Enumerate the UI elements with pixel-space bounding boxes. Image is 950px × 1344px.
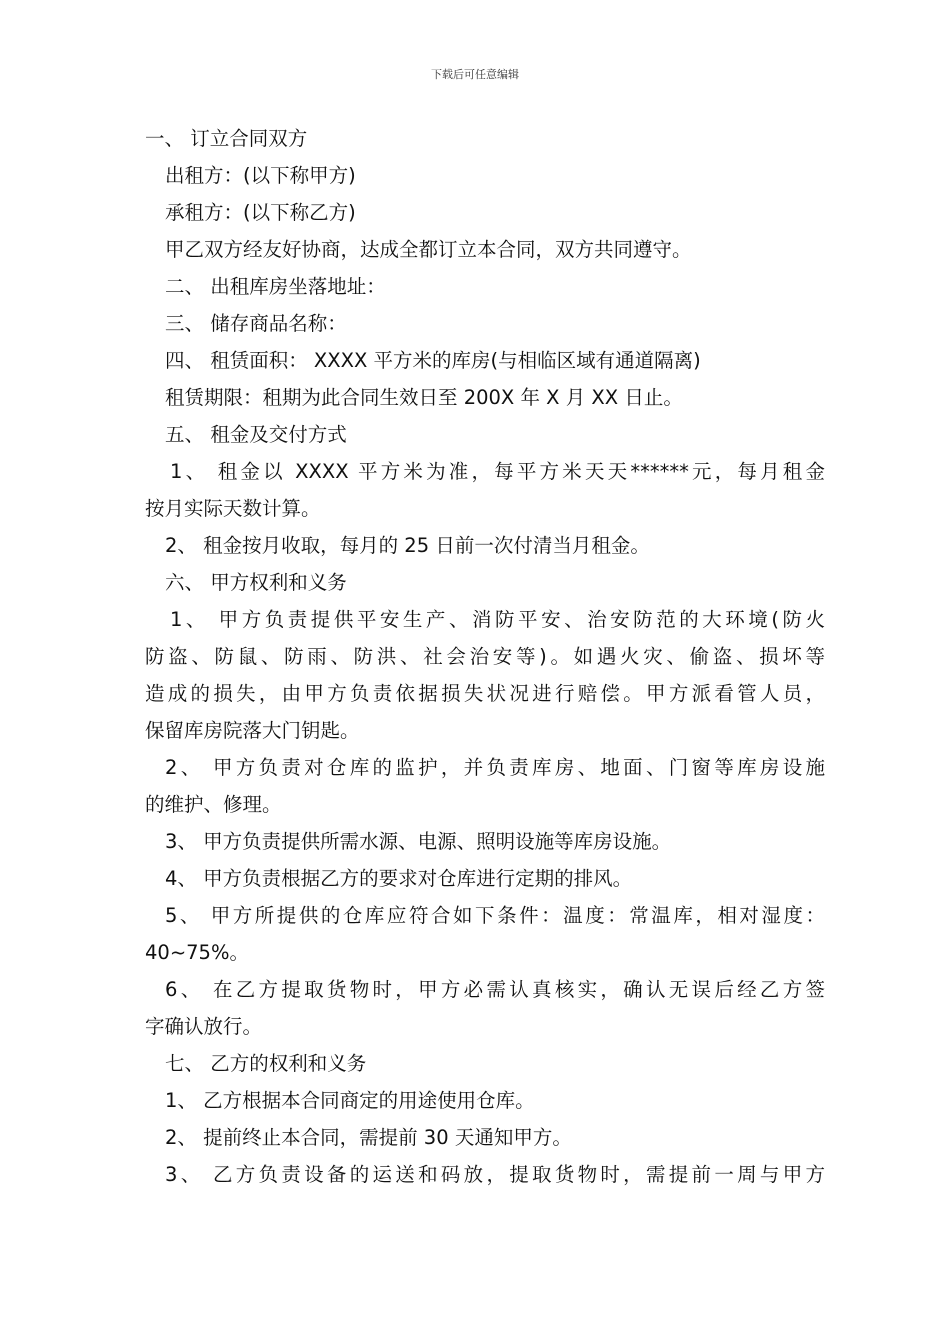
paragraph-line: 保留库房院落大门钥匙。 xyxy=(145,719,360,742)
paragraph-line: 造成的损失，由甲方负责依据损失状况进行赔偿。甲方派看管人员， xyxy=(145,682,825,705)
paragraph-line: 4、 甲方负责根据乙方的要求对仓库进行定期的排风。 xyxy=(165,867,633,890)
page-header: 下载后可任意编辑 xyxy=(431,68,519,81)
paragraph-line: 2、 提前终止本合同，需提前 30 天通知甲方。 xyxy=(165,1126,572,1149)
paragraph-line: 3、 乙方负责设备的运送和码放，提取货物时，需提前一周与甲方 xyxy=(165,1163,825,1186)
paragraph-line: 1、 租金以 XXXX 平方米为准，每平方米天天******元，每月租金 xyxy=(170,460,825,483)
section-heading: 五、 租金及交付方式 xyxy=(165,423,347,446)
paragraph-line: 字确认放行。 xyxy=(145,1015,263,1038)
section-heading: 二、 出租库房坐落地址： xyxy=(165,275,386,298)
section-heading: 一、 订立合同双方 xyxy=(145,127,308,150)
paragraph-line: 按月实际天数计算。 xyxy=(145,497,321,520)
paragraph-line: 5、 甲方所提供的仓库应符合如下条件：温度：常温库，相对湿度： xyxy=(165,904,825,927)
paragraph-line: 2、 租金按月收取，每月的 25 日前一次付清当月租金。 xyxy=(165,534,650,557)
paragraph-line: 防盗、防鼠、防雨、防洪、社会治安等)。如遇火灾、偷盗、损坏等 xyxy=(145,645,825,668)
paragraph-line: 2、 甲方负责对仓库的监护，并负责库房、地面、门窗等库房设施 xyxy=(165,756,825,779)
paragraph-line: 租赁期限：租期为此合同生效日至 200X 年 X 月 XX 日止。 xyxy=(165,386,683,409)
paragraph-line: 1、 甲方负责提供平安生产、消防平安、治安防范的大环境(防火 xyxy=(170,608,825,631)
paragraph-line: 出租方：(以下称甲方) xyxy=(165,164,356,187)
paragraph-line: 3、 甲方负责提供所需水源、电源、照明设施等库房设施。 xyxy=(165,830,672,853)
paragraph-line: 的维护、修理。 xyxy=(145,793,282,816)
section-heading: 七、 乙方的权利和义务 xyxy=(165,1052,367,1075)
section-heading: 四、 租赁面积： XXXX 平方米的库房(与相临区域有通道隔离) xyxy=(165,349,701,372)
document-body xyxy=(145,120,825,1193)
section-heading: 三、 储存商品名称： xyxy=(165,312,347,335)
paragraph-line: 1、 乙方根据本合同商定的用途使用仓库。 xyxy=(165,1089,535,1112)
paragraph-line: 6、 在乙方提取货物时，甲方必需认真核实，确认无误后经乙方签 xyxy=(165,978,825,1001)
section-heading: 六、 甲方权利和义务 xyxy=(165,571,347,594)
paragraph-line: 40~75%。 xyxy=(145,941,249,964)
paragraph-line: 甲乙双方经友好协商，达成全都订立本合同，双方共同遵守。 xyxy=(165,238,692,261)
paragraph-line: 承租方：(以下称乙方) xyxy=(165,201,356,224)
